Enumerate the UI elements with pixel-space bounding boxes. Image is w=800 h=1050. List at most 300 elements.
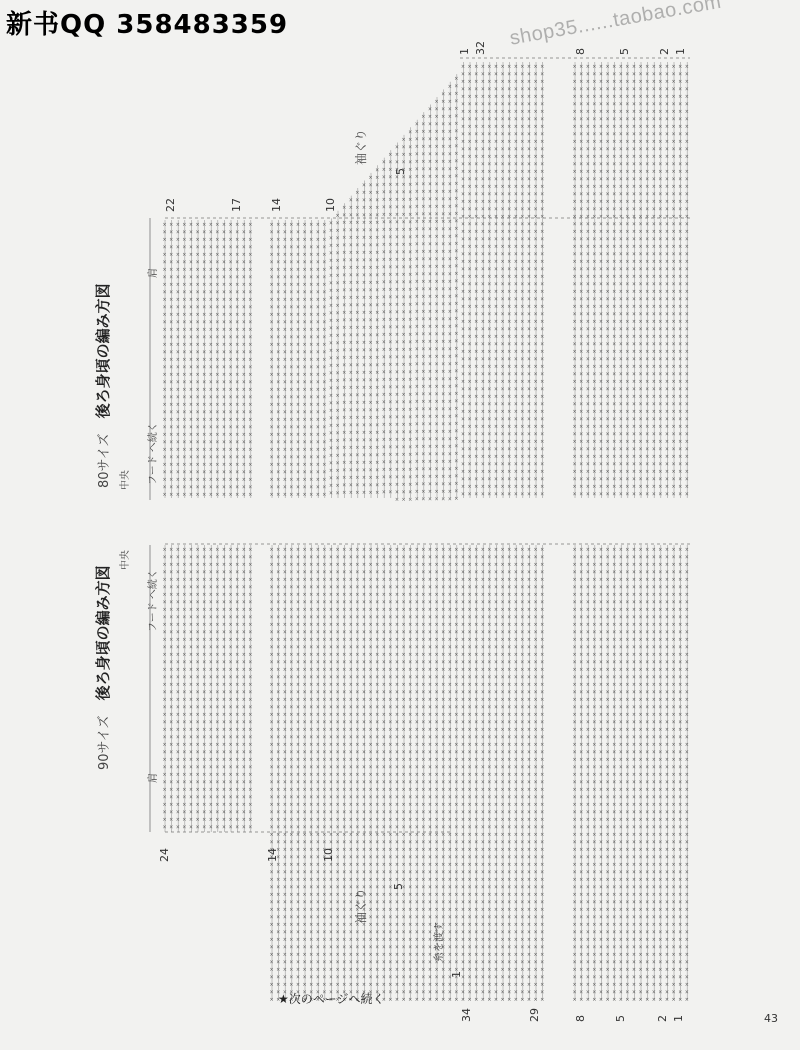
stitch-mark: × <box>222 410 226 416</box>
stitch-mark: × <box>619 357 623 363</box>
stitch-mark: × <box>487 169 491 175</box>
stitch-mark: × <box>494 462 498 468</box>
stitch-mark: × <box>283 637 287 643</box>
stitch-mark: × <box>169 342 173 348</box>
stitch-mark: × <box>270 327 274 333</box>
stitch-mark: × <box>229 275 233 281</box>
stitch-mark: × <box>342 885 346 891</box>
stitch-mark: × <box>329 675 333 681</box>
stitch-mark: × <box>322 402 326 408</box>
stitch-mark: × <box>454 361 458 367</box>
stitch-mark: × <box>296 607 300 613</box>
stitch-mark: × <box>454 121 458 127</box>
stitch-mark: × <box>163 825 167 831</box>
stitch-mark: × <box>520 79 524 85</box>
stitch-mark: × <box>645 477 649 483</box>
stitch-mark: × <box>182 252 186 258</box>
stitch-mark: × <box>520 454 524 460</box>
stitch-mark: × <box>487 64 491 70</box>
stitch-mark: × <box>202 607 206 613</box>
stitch-mark: × <box>612 252 616 258</box>
stitch-mark: × <box>665 432 669 438</box>
stitch-mark: × <box>625 94 629 100</box>
stitch-mark: × <box>441 211 445 217</box>
stitch-mark: × <box>242 712 246 718</box>
stitch-mark: × <box>342 952 346 958</box>
stitch-mark: × <box>639 169 643 175</box>
stitch-mark: × <box>362 317 366 323</box>
stitch-mark: × <box>276 485 280 491</box>
stitch-mark: × <box>592 319 596 325</box>
stitch-mark: × <box>215 765 219 771</box>
stitch-mark: × <box>235 630 239 636</box>
stitch-mark: × <box>270 577 274 583</box>
stitch-mark: × <box>586 72 590 78</box>
stitch-mark: × <box>349 682 353 688</box>
stitch-mark: × <box>402 294 406 300</box>
stitch-mark: × <box>329 825 333 831</box>
stitch-mark: × <box>276 765 280 771</box>
stitch-mark: × <box>678 297 682 303</box>
stitch-mark: × <box>645 72 649 78</box>
stitch-mark: × <box>289 847 293 853</box>
stitch-mark: × <box>209 622 213 628</box>
stitch-mark: × <box>625 447 629 453</box>
stitch-mark: × <box>296 600 300 606</box>
stitch-mark: × <box>388 332 392 338</box>
stitch-mark: × <box>678 342 682 348</box>
stitch-mark: × <box>296 682 300 688</box>
stitch-mark: × <box>441 391 445 397</box>
stitch-mark: × <box>209 735 213 741</box>
stitch-mark: × <box>652 432 656 438</box>
stitch-mark: × <box>421 257 425 263</box>
stitch-mark: × <box>632 199 636 205</box>
stitch-mark: × <box>468 327 472 333</box>
stitch-mark: × <box>276 697 280 703</box>
stitch-mark: × <box>215 252 219 258</box>
stitch-mark: × <box>599 229 603 235</box>
stitch-mark: × <box>395 302 399 308</box>
stitch-mark: × <box>196 750 200 756</box>
stitch-mark: × <box>415 294 419 300</box>
stitch-mark: × <box>514 214 518 220</box>
stitch-mark: × <box>289 765 293 771</box>
stitch-mark: × <box>235 380 239 386</box>
stitch-mark: × <box>448 459 452 465</box>
stitch-mark: × <box>296 410 300 416</box>
stitch-mark: × <box>639 289 643 295</box>
stitch-mark: × <box>461 79 465 85</box>
stitch-mark: × <box>448 309 452 315</box>
stitch-mark: × <box>382 242 386 248</box>
stitch-mark: × <box>336 415 340 421</box>
stitch-mark: × <box>270 372 274 378</box>
stitch-mark: × <box>336 915 340 921</box>
stitch-mark: × <box>296 847 300 853</box>
stitch-mark: × <box>289 607 293 613</box>
stitch-mark: × <box>215 697 219 703</box>
stitch-mark: × <box>534 102 538 108</box>
stitch-mark: × <box>242 305 246 311</box>
stitch-mark: × <box>242 615 246 621</box>
stitch-mark: × <box>215 432 219 438</box>
stitch-mark: × <box>215 417 219 423</box>
stitch-mark: × <box>382 250 386 256</box>
stitch-mark: × <box>685 124 689 130</box>
stitch-mark: × <box>645 169 649 175</box>
stitch-mark: × <box>507 87 511 93</box>
stitch-mark: × <box>665 394 669 400</box>
stitch-mark: × <box>421 414 425 420</box>
stitch-mark: × <box>507 184 511 190</box>
stitch-mark: × <box>202 425 206 431</box>
stitch-mark: × <box>229 365 233 371</box>
stitch-mark: × <box>448 189 452 195</box>
stitch-mark: × <box>632 207 636 213</box>
stitch-mark: × <box>481 192 485 198</box>
stitch-mark: × <box>606 312 610 318</box>
stitch-mark: × <box>501 282 505 288</box>
stitch-mark: × <box>303 222 307 228</box>
stitch-mark: × <box>501 409 505 415</box>
stitch-mark: × <box>303 855 307 861</box>
stitch-mark: × <box>468 424 472 430</box>
stitch-mark: × <box>665 237 669 243</box>
stitch-mark: × <box>672 357 676 363</box>
stitch-mark: × <box>579 297 583 303</box>
stitch-mark: × <box>248 350 252 356</box>
stitch-mark: × <box>235 297 239 303</box>
stitch-mark: × <box>283 727 287 733</box>
stitch-mark: × <box>189 570 193 576</box>
stitch-mark: × <box>176 600 180 606</box>
stitch-mark: × <box>336 975 340 981</box>
stitch-mark: × <box>296 622 300 628</box>
stitch-mark: × <box>606 364 610 370</box>
stitch-mark: × <box>322 720 326 726</box>
stitch-mark: × <box>329 900 333 906</box>
stitch-mark: × <box>461 447 465 453</box>
stitch-mark: × <box>481 177 485 183</box>
stitch-mark: × <box>540 244 544 250</box>
stitch-mark: × <box>501 252 505 258</box>
stitch-mark: × <box>336 453 340 459</box>
stitch-mark: × <box>309 922 313 928</box>
stitch-mark: × <box>163 780 167 786</box>
stitch-mark: × <box>375 317 379 323</box>
stitch-mark: × <box>678 237 682 243</box>
stitch-mark: × <box>573 147 577 153</box>
stitch-mark: × <box>209 425 213 431</box>
stitch-mark: × <box>586 94 590 100</box>
stitch-mark: × <box>606 109 610 115</box>
stitch-mark: × <box>520 327 524 333</box>
stitch-mark: × <box>402 444 406 450</box>
stitch-mark: × <box>289 230 293 236</box>
stitch-mark: × <box>382 280 386 286</box>
stitch-mark: × <box>421 144 425 150</box>
stitch-mark: × <box>182 720 186 726</box>
stitch-mark: × <box>248 577 252 583</box>
stitch-mark: × <box>606 319 610 325</box>
stitch-mark: × <box>342 750 346 756</box>
stitch-mark: × <box>468 72 472 78</box>
stitch-mark: × <box>375 430 379 436</box>
stitch-mark: × <box>176 335 180 341</box>
stitch-mark: × <box>309 230 313 236</box>
stitch-mark: × <box>501 424 505 430</box>
stitch-mark: × <box>645 297 649 303</box>
stitch-mark: × <box>222 690 226 696</box>
stitch-mark: × <box>248 742 252 748</box>
stitch-mark: × <box>435 481 439 487</box>
stitch-mark: × <box>283 267 287 273</box>
stitch-mark: × <box>316 547 320 553</box>
stitch-mark: × <box>658 72 662 78</box>
stitch-mark: × <box>619 132 623 138</box>
stitch-mark: × <box>494 319 498 325</box>
stitch-mark: × <box>481 87 485 93</box>
stitch-mark: × <box>612 244 616 250</box>
stitch-mark: × <box>283 485 287 491</box>
stitch-mark: × <box>487 387 491 393</box>
stitch-mark: × <box>520 492 524 498</box>
stitch-mark: × <box>248 297 252 303</box>
stitch-mark: × <box>242 735 246 741</box>
stitch-mark: × <box>202 275 206 281</box>
stitch-mark: × <box>316 395 320 401</box>
stitch-mark: × <box>163 757 167 763</box>
stitch-mark: × <box>182 637 186 643</box>
stitch-mark: × <box>303 260 307 266</box>
stitch-mark: × <box>176 720 180 726</box>
stitch-mark: × <box>242 742 246 748</box>
stitch-mark: × <box>461 304 465 310</box>
stitch-mark: × <box>461 109 465 115</box>
stitch-mark: × <box>329 960 333 966</box>
stitch-mark: × <box>514 327 518 333</box>
stitch-mark: × <box>235 440 239 446</box>
stitch-mark: × <box>494 417 498 423</box>
stitch-mark: × <box>534 417 538 423</box>
stitch-mark: × <box>639 87 643 93</box>
stitch-mark: × <box>534 469 538 475</box>
stitch-mark: × <box>421 227 425 233</box>
stitch-mark: × <box>242 470 246 476</box>
stitch-mark: × <box>276 885 280 891</box>
stitch-mark: × <box>448 301 452 307</box>
stitch-mark: × <box>678 304 682 310</box>
stitch-mark: × <box>685 162 689 168</box>
stitch-mark: × <box>222 267 226 273</box>
stitch-mark: × <box>283 802 287 808</box>
stitch-mark: × <box>229 600 233 606</box>
stitch-mark: × <box>215 335 219 341</box>
stitch-mark: × <box>606 162 610 168</box>
stitch-mark: × <box>520 439 524 445</box>
stitch-mark: × <box>534 177 538 183</box>
stitch-mark: × <box>369 437 373 443</box>
stitch-mark: × <box>342 652 346 658</box>
stitch-mark: × <box>242 555 246 561</box>
stitch-mark: × <box>309 455 313 461</box>
stitch-mark: × <box>349 637 353 643</box>
stitch-mark: × <box>606 192 610 198</box>
stitch-mark: × <box>448 151 452 157</box>
stitch-mark: × <box>592 409 596 415</box>
stitch-mark: × <box>579 72 583 78</box>
stitch-mark: × <box>579 79 583 85</box>
stitch-mark: × <box>375 422 379 428</box>
stitch-mark: × <box>369 272 373 278</box>
stitch-mark: × <box>540 357 544 363</box>
stitch-mark: × <box>248 222 252 228</box>
stitch-mark: × <box>276 750 280 756</box>
stitch-mark: × <box>215 320 219 326</box>
stitch-mark: × <box>229 555 233 561</box>
stitch-mark: × <box>501 379 505 385</box>
stitch-mark: × <box>540 267 544 273</box>
stitch-mark: × <box>303 592 307 598</box>
stitch-mark: × <box>163 555 167 561</box>
stitch-mark: × <box>289 757 293 763</box>
stitch-mark: × <box>402 324 406 330</box>
stitch-mark: × <box>540 207 544 213</box>
stitch-mark: × <box>303 282 307 288</box>
stitch-mark: × <box>355 348 359 354</box>
stitch-mark: × <box>342 490 346 496</box>
stitch-mark: × <box>336 220 340 226</box>
stitch-mark: × <box>395 467 399 473</box>
stitch-mark: × <box>329 922 333 928</box>
stitch-mark: × <box>362 340 366 346</box>
stitch-mark: × <box>645 417 649 423</box>
stitch-mark: × <box>599 334 603 340</box>
stitch-mark: × <box>329 348 333 354</box>
stitch-mark: × <box>672 439 676 445</box>
stitch-mark: × <box>349 378 353 384</box>
stitch-mark: × <box>362 347 366 353</box>
stitch-mark: × <box>362 227 366 233</box>
stitch-mark: × <box>362 295 366 301</box>
stitch-mark: × <box>619 87 623 93</box>
stitch-mark: × <box>454 399 458 405</box>
stitch-mark: × <box>182 727 186 733</box>
stitch-mark: × <box>248 795 252 801</box>
stitch-mark: × <box>182 372 186 378</box>
stitch-mark: × <box>534 267 538 273</box>
stitch-mark: × <box>468 184 472 190</box>
stitch-mark: × <box>520 274 524 280</box>
stitch-mark: × <box>415 384 419 390</box>
stitch-mark: × <box>645 102 649 108</box>
stitch-mark: × <box>421 437 425 443</box>
stitch-mark: × <box>678 312 682 318</box>
stitch-mark: × <box>182 282 186 288</box>
stitch-mark: × <box>454 406 458 412</box>
stitch-mark: × <box>349 622 353 628</box>
stitch-mark: × <box>474 327 478 333</box>
stitch-mark: × <box>202 462 206 468</box>
stitch-mark: × <box>612 304 616 310</box>
stitch-mark: × <box>435 106 439 112</box>
stitch-mark: × <box>229 735 233 741</box>
stitch-mark: × <box>303 357 307 363</box>
stitch-mark: × <box>349 705 353 711</box>
stitch-mark: × <box>248 705 252 711</box>
stitch-mark: × <box>461 199 465 205</box>
stitch-mark: × <box>242 485 246 491</box>
stitch-mark: × <box>448 316 452 322</box>
stitch-mark: × <box>395 174 399 180</box>
stitch-mark: × <box>658 312 662 318</box>
stitch-mark: × <box>501 87 505 93</box>
stitch-mark: × <box>639 237 643 243</box>
stitch-mark: × <box>685 417 689 423</box>
stitch-mark: × <box>441 421 445 427</box>
stitch-mark: × <box>441 436 445 442</box>
stitch-mark: × <box>454 84 458 90</box>
stitch-mark: × <box>322 750 326 756</box>
stitch-mark: × <box>672 484 676 490</box>
stitch-mark: × <box>289 682 293 688</box>
stitch-mark: × <box>242 750 246 756</box>
stitch-mark: × <box>276 402 280 408</box>
stitch-mark: × <box>329 757 333 763</box>
stitch-mark: × <box>163 600 167 606</box>
stitch-mark: × <box>169 222 173 228</box>
stitch-mark: × <box>322 945 326 951</box>
stitch-mark: × <box>316 585 320 591</box>
stitch-mark: × <box>481 169 485 175</box>
stitch-mark: × <box>289 615 293 621</box>
stitch-mark: × <box>242 697 246 703</box>
stitch-mark: × <box>573 304 577 310</box>
stitch-mark: × <box>507 162 511 168</box>
stitch-mark: × <box>336 855 340 861</box>
stitch-mark: × <box>481 184 485 190</box>
stitch-mark: × <box>514 312 518 318</box>
stitch-mark: × <box>592 154 596 160</box>
stitch-mark: × <box>309 900 313 906</box>
stitch-mark: × <box>501 349 505 355</box>
stitch-mark: × <box>665 229 669 235</box>
stitch-mark: × <box>289 817 293 823</box>
stitch-mark: × <box>270 885 274 891</box>
stitch-mark: × <box>209 230 213 236</box>
stitch-mark: × <box>645 192 649 198</box>
stitch-mark: × <box>309 975 313 981</box>
stitch-mark: × <box>276 425 280 431</box>
stitch-mark: × <box>342 832 346 838</box>
stitch-mark: × <box>672 72 676 78</box>
stitch-mark: × <box>336 273 340 279</box>
stitch-mark: × <box>579 117 583 123</box>
stitch-mark: × <box>481 214 485 220</box>
stitch-mark: × <box>540 214 544 220</box>
stitch-mark: × <box>215 440 219 446</box>
stitch-mark: × <box>276 997 280 1003</box>
stitch-mark: × <box>415 362 419 368</box>
stitch-mark: × <box>652 379 656 385</box>
stitch-mark: × <box>579 402 583 408</box>
stitch-mark: × <box>494 214 498 220</box>
stitch-mark: × <box>487 117 491 123</box>
stitch-mark: × <box>579 177 583 183</box>
stitch-mark: × <box>375 287 379 293</box>
stitch-mark: × <box>435 271 439 277</box>
